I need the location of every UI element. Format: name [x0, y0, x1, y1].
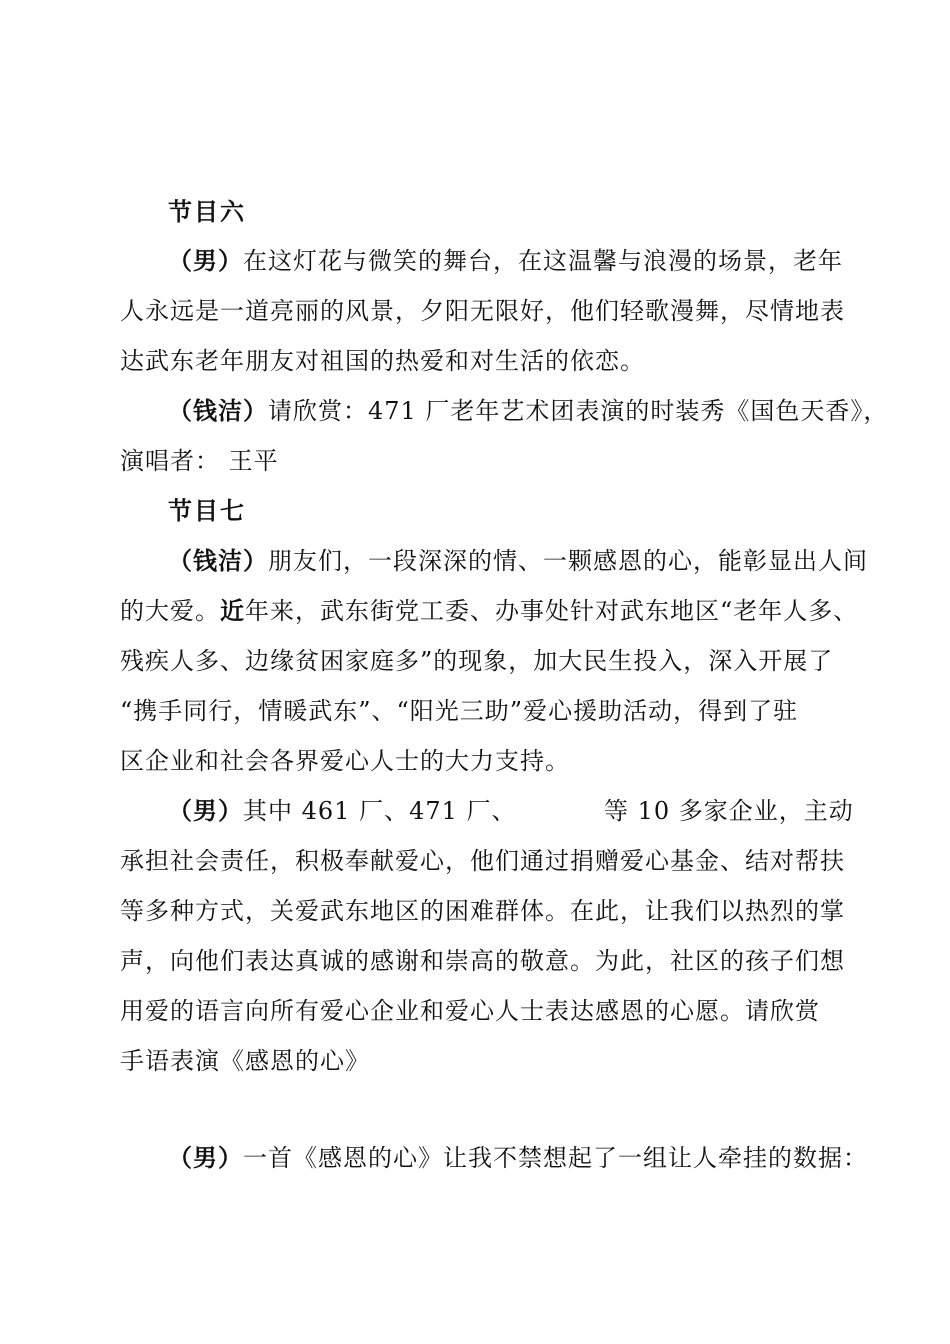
- paragraph-line: [168, 795, 517, 827]
- paragraph-line: [120, 595, 858, 627]
- paragraph-line: 声，向他们表达真诚的感谢和崇高的敬意。为此，社区的孩子们想: [120, 947, 845, 975]
- paragraph-line: [168, 395, 888, 427]
- section-heading-7: 节目七: [168, 497, 246, 525]
- paragraph-line: 残疾人多、边缘贫困家庭多”的现象，加大民生投入，深入开展了: [120, 647, 834, 675]
- paragraph-text: 朋友们，一段深深的情、一颗感恩的心，能彰显出人间: [268, 547, 868, 575]
- section-heading-6: 节目六: [168, 198, 246, 226]
- paragraph-text: 年来，武东街党工委、办事处针对武东地区“老年人多、: [245, 597, 859, 625]
- paragraph-text: 其中 461 厂、471 厂、: [243, 797, 517, 825]
- paragraph-text: 的大爱。: [120, 597, 220, 625]
- paragraph-line: 等多种方式，关爱武东地区的困难群体。在此，让我们以热烈的掌: [120, 897, 845, 925]
- paragraph-line: 手语表演《感恩的心》: [120, 1047, 370, 1075]
- speaker-label: （钱洁）: [168, 397, 268, 425]
- paragraph-line: 演唱者： 王平: [120, 447, 279, 475]
- paragraph-text: 在这灯花与微笑的舞台，在这温馨与浪漫的场景，老年: [243, 247, 843, 275]
- paragraph-text: 请欣赏：471 厂老年艺术团表演的时装秀《国色天香》，: [268, 397, 889, 425]
- paragraph-line: [168, 1142, 868, 1174]
- paragraph-line: “携手同行，情暖武东”、“阳光三助”爱心援助活动，得到了驻: [120, 697, 799, 725]
- paragraph-line: 区企业和社会各界爱心人士的大力支持。: [120, 747, 570, 775]
- paragraph-line: 达武东老年朋友对祖国的热爱和对生活的依恋。: [120, 347, 645, 375]
- speaker-label: （男）: [168, 247, 243, 275]
- speaker-label: （男）: [168, 797, 243, 825]
- paragraph-line: 承担社会责任，积极奉献爱心，他们通过捐赠爱心基金、结对帮扶: [120, 847, 845, 875]
- paragraph-line: [168, 245, 843, 277]
- speaker-label: （男）: [168, 1144, 243, 1172]
- paragraph-line: [168, 545, 868, 577]
- paragraph-text: 一首《感恩的心》让我不禁想起了一组让人牵挂的数据：: [243, 1144, 868, 1172]
- speaker-label: （钱洁）: [168, 547, 268, 575]
- paragraph-line: 人永远是一道亮丽的风景，夕阳无限好，他们轻歌漫舞，尽情地表: [120, 297, 845, 325]
- bold-text: 近: [220, 597, 245, 625]
- paragraph-line-continuation: 等 10 多家企业，主动: [604, 797, 854, 825]
- paragraph-line: 用爱的语言向所有爱心企业和爱心人士表达感恩的心愿。请欣赏: [120, 997, 820, 1025]
